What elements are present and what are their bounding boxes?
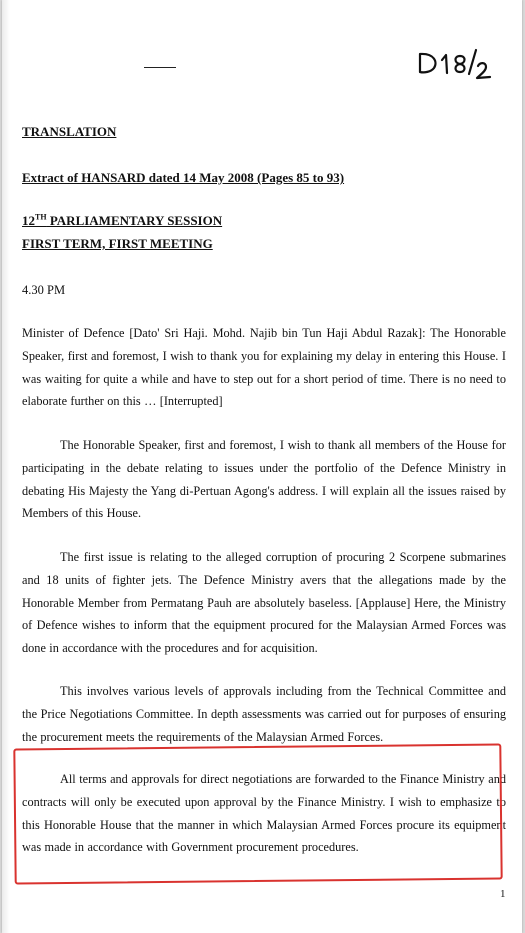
session-heading-rest: PARLIAMENTARY SESSION — [46, 213, 223, 228]
paragraph-first-issue: The first issue is relating to the alleged corruption of procuring 2 Scorpene submarines and 18 units of fighter jets. The Defence Ministry avers that the allegations made by the Honorable Member from Permatang Pauh are absolutely baseless. [Applause] Here, the Ministry of Defence wishes to inform that the equipment procured for the Malaysian Armed Forces was done in accordance with the procedures and for acquisition. — [22, 550, 506, 656]
page-edge-shadow — [2, 0, 10, 933]
paragraph-finance-ministry: All terms and approvals for direct negotiations are forwarded to the Finance Ministry and contracts will only be executed upon approval by the Finance Ministry. I wish to emphasize to this Honorable House that the manner in which Malaysian Armed Forces procure its equipment was made in accordance with Government procurement procedures. — [22, 772, 506, 855]
translation-heading: TRANSLATION — [22, 124, 117, 139]
session-heading — [22, 212, 506, 229]
document-page — [2, 0, 522, 933]
pen-mark-line — [144, 67, 176, 68]
paragraph-minister-opening: Minister of Defence [Dato' Sri Haji. Mohd. Najib bin Tun Haji Abdul Razak]: The Honorable Speaker, first and foremost, I wish to thank you for explaining my delay in entering this House. I was waiting for quite a while and have to step out for a short period of time. There is no need to elaborate further on this … [Interrupted] — [22, 326, 506, 409]
session-time: 4.30 PM — [22, 283, 66, 297]
handwritten-reference — [414, 40, 514, 90]
session-ordinal-suffix: TH — [35, 212, 47, 222]
session-ordinal: 12 — [22, 213, 35, 228]
paragraph-thanks-members: The Honorable Speaker, first and foremost, I wish to thank all members of the House for participating in the debate relating to issues under the portfolio of the Defence Ministry in debating His Majesty the Yang di-Pertuan Agong's address. I will explain all the issues raised by Members of this House. — [22, 438, 506, 521]
page-number: 1 — [500, 888, 506, 900]
extract-heading: Extract of HANSARD dated 14 May 2008 (Pages 85 to 93) — [22, 170, 345, 185]
term-heading: FIRST TERM, FIRST MEETING — [22, 236, 213, 251]
handwritten-reference-drawing — [414, 40, 514, 90]
paragraph-approvals: This involves various levels of approvals including from the Technical Committee and the Price Negotiations Committee. In depth assessments was carried out for purposes of ensuring the procurement meets the requirements of the Malaysian Armed Forces. — [22, 684, 506, 744]
